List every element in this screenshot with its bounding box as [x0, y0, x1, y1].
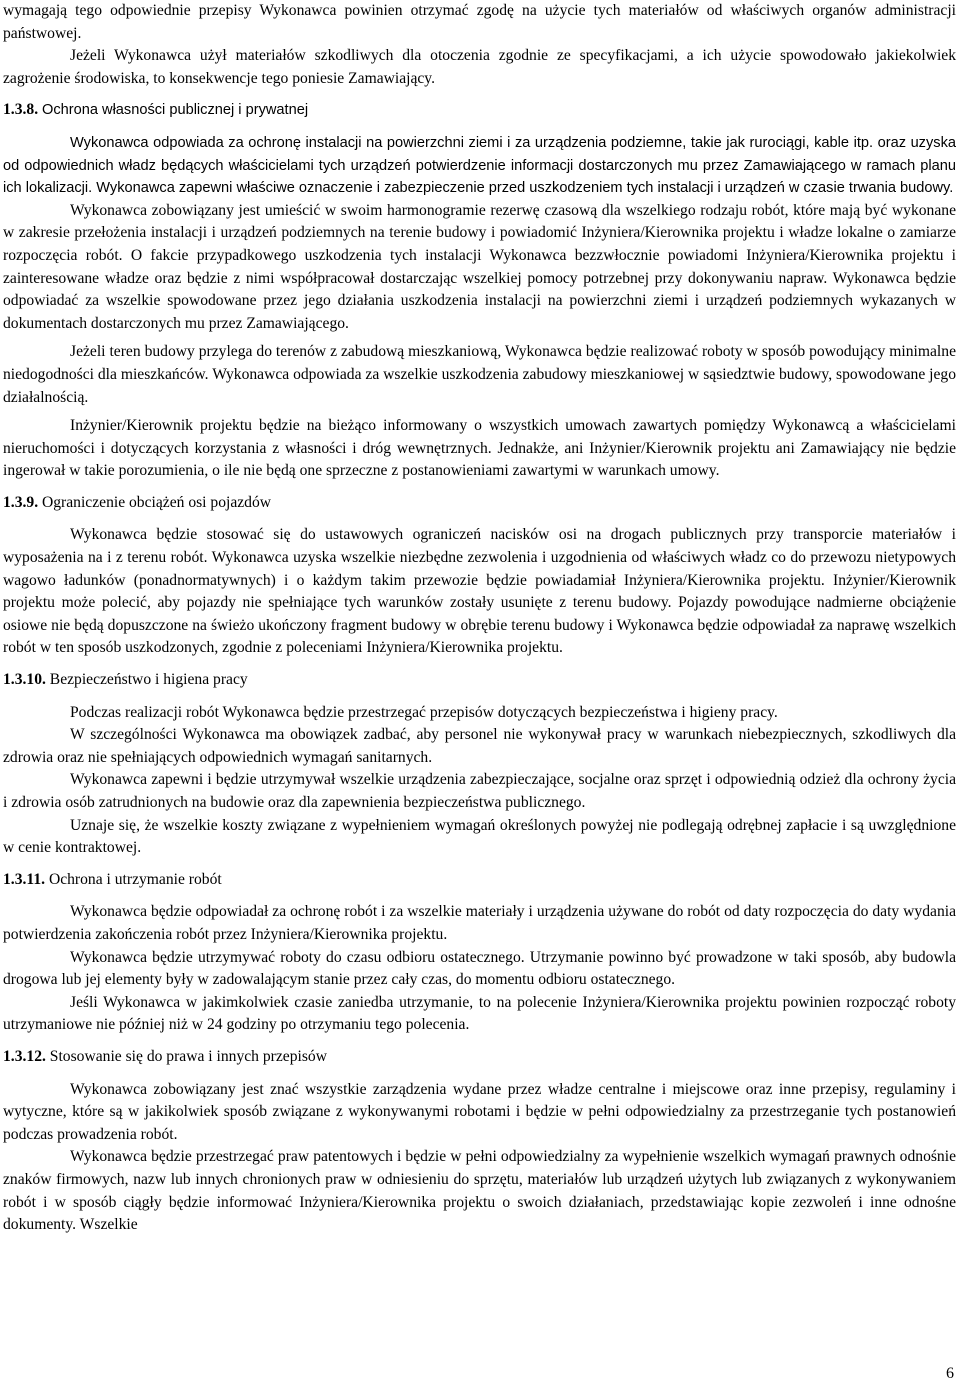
paragraph: wymagają tego odpowiednie przepisy Wykonawca powinien otrzymać zgodę na użycie tych materiałów od właściwych organów administracji państwowej. — [3, 2, 956, 42]
paragraph: Wykonawca odpowiada za ochronę instalacji na powierzchni ziemi i za urządzenia podziemne, takie jak rurociągi, kable itp. oraz uzyska od odpowiednich władz będących właścicielami tych urządzeń potwierdzenie informacji dostarczonych mu przez Zamawiającego w ramach planu ich lokalizacji. Wykonawca zapewni właściwe oznaczenie i zabezpieczenie przed uszkodzeniem tych instalacji i urządzeń w czasie trwania budowy. — [3, 134, 956, 197]
paragraph: Jeżeli Wykonawca użył materiałów szkodliwych dla otoczenia zgodnie ze specyfikacjami, a ich użycie spowodowało jakiekolwiek zagrożenie środowiska, to konsekwencje tego poniesie Zamawiający. — [3, 47, 956, 87]
page-number: 6 — [946, 1365, 954, 1383]
paragraph: Wykonawca będzie odpowiadał za ochronę robót i za wszelkie materiały i urządzenia używane do robót od daty rozpoczęcia do daty wydania potwierdzenia zakończenia robót przez Inżyniera/Kierownika projektu. — [3, 903, 956, 943]
paragraph: Wykonawca zobowiązany jest umieścić w swoim harmonogramie rezerwę czasową dla wszelkiego rodzaju robót, które mają być wykonane w zakresie przełożenia instalacji i urządzeń podziemnych na terenie budowy i powiadomić Inżyniera/Kierownika projektu i władze lokalne o zamiarze rozpoczęcia robót. O fakcie przypadkowego uszkodzenia tych instalacji Wykonawca bezzwłocznie powiadomi Inżyniera/Kierownika projektu i zainteresowane władze oraz będzie z nimi współpracował dostarczając wszelkiej pomocy potrzebnej przy dokonywaniu napraw. Wykonawca będzie odpowiadać za wszelkie spowodowane przez jego działania uszkodzenia instalacji na powierzchni ziemi i urządzeń podziemnych wykazanych w dokumentach dostarczonych mu przez Zamawiającego. — [3, 201, 956, 332]
paragraph: Wykonawca będzie utrzymywać roboty do czasu odbioru ostatecznego. Utrzymanie powinno być prowadzone w taki sposób, aby budowla drogowa lub jej elementy były w zadowalającym stanie przez cały czas, do momentu odbioru ostatecznego. — [3, 948, 956, 989]
section-heading-1-3-8 — [3, 99, 956, 122]
paragraph: Wykonawca zapewni i będzie utrzymywał wszelkie urządzenia zabezpieczające, socjalne oraz sprzęt i odpowiednią odzież dla ochrony życia i zdrowia osób zatrudnionych na budowie oraz dla zapewnienia bezpieczeństwa publicznego. — [3, 771, 956, 811]
paragraph: Wykonawca będzie przestrzegać praw patentowych i będzie w pełni odpowiedzialny za wypełnienie wszelkich wymagań prawnych odnośnie znaków firmowych, nazw lub innych chronionych praw w odniesieniu do sprzętu, materiałów lub urządzeń użytych lub związanych z wykonywaniem robót i w sposób ciągły będzie informować Inżyniera/Kierownika projektu o swoich działaniach, przedstawiając kopie zezwoleń i inne odnośne dokumenty. Wszelkie — [3, 1148, 956, 1234]
section-title: Ochrona i utrzymanie robót — [48, 870, 222, 888]
paragraph: Wykonawca będzie stosować się do ustawowych ograniczeń nacisków osi na drogach publicznych przy transporcie materiałów i wyposażenia na i z terenu robót. Wykonawca uzyska wszelkie niezbędne zezwolenia i uzgodnienia od właściwych władz co do przewozu nietypowych wagowo ładunków (ponadnormatywnych) i o każdym takim przewozie będzie powiadamiał Inżyniera/Kierownika projektu. Inżynier/Kierownik projektu może polecić, aby pojazdy nie spełniające tych warunków zostały usunięte z terenu budowy. Pojazdy powodujące nadmierne obciążenie osiowe nie będą dopuszczone na świeżo ukończony fragment budowy w obrębie terenu budowy i Wykonawca będzie odpowiadał za naprawę wszelkich robót w ten sposób uszkodzonych, zgodnie z poleceniami Inżyniera/Kierownika projektu. — [3, 526, 956, 657]
document-page — [3, 0, 956, 1237]
section-title: Bezpieczeństwo i higiena pracy — [49, 671, 248, 689]
section-number: 1.3.8. — [3, 101, 39, 119]
paragraph: W szczególności Wykonawca ma obowiązek zadbać, aby personel nie wykonywał pracy w warunkach niebezpiecznych, szkodliwych dla zdrowia oraz nie spełniających odpowiednich wymagań sanitarnych. — [3, 726, 956, 766]
section-title: Ochrona własności publicznej i prywatnej — [42, 102, 309, 119]
paragraph: Jeżeli teren budowy przylega do terenów z zabudową mieszkaniową, Wykonawca będzie realizować roboty w sposób powodujący minimalne niedogodności dla mieszkańców. Wykonawca odpowiada za wszelkie uszkodzenia zabudowy mieszkaniowej w sąsiedztwie budowy, spowodowane jego działalnością. — [3, 343, 956, 406]
paragraph: Uznaje się, że wszelkie koszty związane z wypełnieniem wymagań określonych powyżej nie podlegają odrębnej zapłacie i są uwzględnione w cenie kontraktowej. — [3, 816, 956, 857]
section-heading-1-3-9 — [3, 492, 956, 515]
section-title: Ograniczenie obciążeń osi pojazdów — [42, 493, 272, 511]
section-number: 1.3.11. — [3, 870, 46, 888]
section-number: 1.3.9. — [3, 493, 39, 511]
section-heading-1-3-10 — [3, 669, 956, 692]
section-number: 1.3.10. — [3, 671, 46, 689]
section-title: Stosowanie się do prawa i innych przepisów — [49, 1047, 327, 1065]
paragraph: Inżynier/Kierownik projektu będzie na bieżąco informowany o wszystkich umowach zawartych pomiędzy Wykonawcą a właścicielami nieruchomości i dotyczących korzystania z własności i dróg wewnętrznych. Jednakże, ani Inżynier/Kierownik projektu ani Zamawiający nie będzie ingerował w takie porozumienia, o ile nie będą one sprzeczne z postanowieniami zawartymi w warunkach umowy. — [3, 417, 956, 480]
paragraph: Wykonawca zobowiązany jest znać wszystkie zarządzenia wydane przez władze centralne i miejscowe oraz inne przepisy, regulaminy i wytyczne, które są w jakikolwiek sposób związane z wykonywanymi robotami i będzie w pełni odpowiedzialny za przestrzeganie tych postanowień podczas prowadzenia robót. — [3, 1080, 956, 1143]
section-heading-1-3-12 — [3, 1046, 956, 1069]
paragraph: Jeśli Wykonawca w jakimkolwiek czasie zaniedba utrzymanie, to na polecenie Inżyniera/Kierownika projektu powinien rozpocząć roboty utrzymaniowe nie później niż w 24 godziny po otrzymaniu tego polecenia. — [3, 993, 956, 1034]
section-number: 1.3.12. — [3, 1047, 46, 1065]
paragraph: Podczas realizacji robót Wykonawca będzie przestrzegać przepisów dotyczących bezpieczeństwa i higieny pracy. — [70, 703, 778, 721]
section-heading-1-3-11 — [3, 869, 956, 892]
